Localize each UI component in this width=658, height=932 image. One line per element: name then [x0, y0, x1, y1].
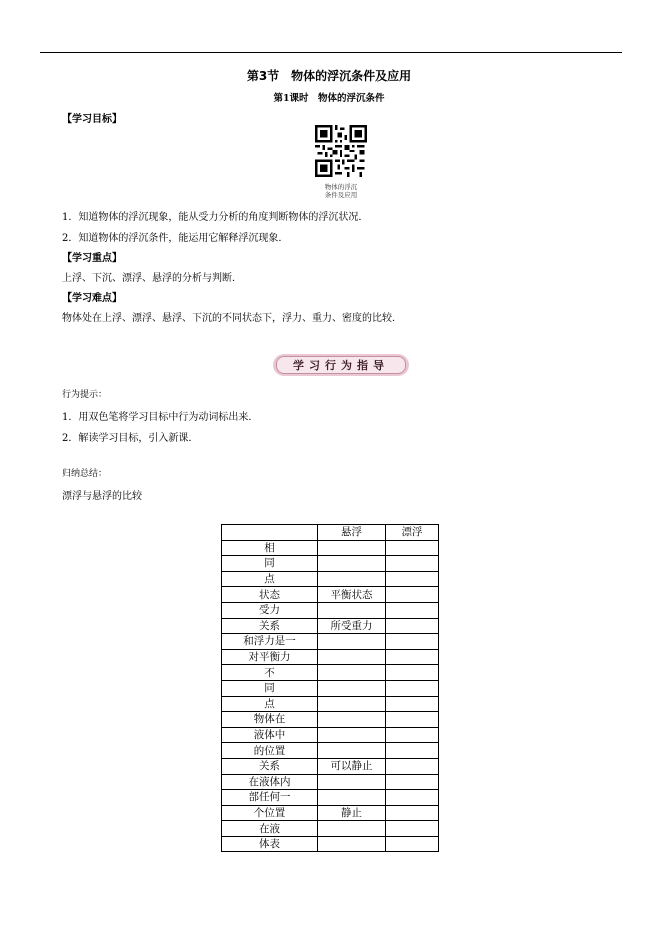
table-row	[222, 743, 439, 759]
table-cell: 和浮力是一	[222, 634, 318, 650]
table-cell	[318, 602, 386, 618]
summary-text: 漂浮与悬浮的比较	[62, 491, 142, 502]
table-row	[222, 634, 439, 650]
table-cell	[386, 805, 439, 821]
table-row	[222, 696, 439, 712]
table-cell: 所受重力	[318, 618, 386, 634]
table-cell	[386, 821, 439, 837]
table-row	[222, 821, 439, 837]
table-cell: 关系	[222, 618, 318, 634]
table-cell: 体表	[222, 836, 318, 852]
goal-item: 2．知道物体的浮沉条件，能运用它解释浮沉现象．	[62, 233, 289, 244]
table-cell	[318, 556, 386, 572]
table-cell: 在液	[222, 821, 318, 837]
table-cell	[386, 743, 439, 759]
table-row	[222, 680, 439, 696]
table-cell: 同	[222, 680, 318, 696]
qr-code-icon[interactable]	[315, 125, 367, 177]
table-row	[222, 587, 439, 603]
table-cell: 物体在	[222, 712, 318, 728]
difficult-heading: 【学习难点】	[62, 293, 122, 304]
table-row	[222, 665, 439, 681]
table-cell	[318, 774, 386, 790]
table-cell	[318, 649, 386, 665]
table-cell	[318, 680, 386, 696]
table-row	[222, 602, 439, 618]
table-cell	[386, 680, 439, 696]
table-row	[222, 836, 439, 852]
table-header-cell: 漂浮	[386, 525, 439, 541]
table-row	[222, 774, 439, 790]
table-row	[222, 758, 439, 774]
table-cell	[386, 774, 439, 790]
table-cell: 在液体内	[222, 774, 318, 790]
table-cell	[386, 571, 439, 587]
table-cell	[318, 634, 386, 650]
table-row	[222, 805, 439, 821]
table-row	[222, 540, 439, 556]
table-cell	[318, 665, 386, 681]
page-subtitle: 第1课时 物体的浮沉条件	[273, 93, 385, 104]
table-cell	[386, 790, 439, 806]
table-cell: 相	[222, 540, 318, 556]
table-header-row	[222, 525, 439, 541]
table-cell	[386, 618, 439, 634]
table-row	[222, 790, 439, 806]
table-row	[222, 712, 439, 728]
table-cell: 平衡状态	[318, 587, 386, 603]
table-cell	[386, 696, 439, 712]
table-header-cell	[222, 525, 318, 541]
goals-heading: 【学习目标】	[62, 114, 122, 125]
table-cell	[386, 602, 439, 618]
table-cell: 同	[222, 556, 318, 572]
table-cell: 关系	[222, 758, 318, 774]
table-cell	[386, 556, 439, 572]
table-cell	[386, 587, 439, 603]
table-cell: 对平衡力	[222, 649, 318, 665]
qr-caption: 物体的浮沉 条件及应用	[324, 183, 358, 199]
table-cell	[386, 634, 439, 650]
section-banner	[273, 354, 409, 376]
table-cell: 的位置	[222, 743, 318, 759]
page-title: 第3节 物体的浮沉条件及应用	[246, 69, 412, 83]
table-cell	[386, 540, 439, 556]
table-cell: 不	[222, 665, 318, 681]
table-row	[222, 727, 439, 743]
table-cell: 部任何一	[222, 790, 318, 806]
qr-code-block[interactable]	[313, 125, 369, 199]
table-cell	[386, 836, 439, 852]
table-cell	[318, 540, 386, 556]
banner-label: 学习行为指导	[276, 356, 406, 374]
table-cell	[386, 727, 439, 743]
table-row	[222, 571, 439, 587]
difficult-text: 物体处在上浮、漂浮、悬浮、下沉的不同状态下，浮力、重力、密度的比较．	[62, 313, 402, 324]
table-cell	[318, 790, 386, 806]
header-rule	[40, 52, 622, 53]
table-cell	[386, 649, 439, 665]
table-cell	[386, 758, 439, 774]
table-cell	[386, 665, 439, 681]
tip-item: 1．用双色笔将学习目标中行为动词标出来．	[62, 412, 259, 423]
table-row	[222, 556, 439, 572]
comparison-table	[221, 524, 439, 852]
table-cell	[318, 821, 386, 837]
tip-item: 2．解读学习目标，引入新课．	[62, 433, 199, 444]
table-cell	[318, 712, 386, 728]
table-cell: 点	[222, 696, 318, 712]
table-cell	[318, 696, 386, 712]
table-cell	[318, 727, 386, 743]
table-cell: 个位置	[222, 805, 318, 821]
table-row	[222, 618, 439, 634]
table-cell	[318, 743, 386, 759]
table-cell: 静止	[318, 805, 386, 821]
key-text: 上浮、下沉、漂浮、悬浮的分析与判断．	[62, 273, 242, 284]
table-cell: 液体中	[222, 727, 318, 743]
table-cell	[318, 836, 386, 852]
key-heading: 【学习重点】	[62, 253, 122, 264]
table-cell: 状态	[222, 587, 318, 603]
table-cell: 点	[222, 571, 318, 587]
tips-heading: 行为提示：	[62, 390, 108, 400]
summary-heading: 归纳总结：	[62, 469, 108, 479]
goal-item: 1．知道物体的浮沉现象，能从受力分析的角度判断物体的浮沉状况．	[62, 212, 369, 223]
table-row	[222, 649, 439, 665]
table-header-cell: 悬浮	[318, 525, 386, 541]
table-cell: 可以静止	[318, 758, 386, 774]
table-cell	[386, 712, 439, 728]
table-cell: 受力	[222, 602, 318, 618]
table-cell	[318, 571, 386, 587]
